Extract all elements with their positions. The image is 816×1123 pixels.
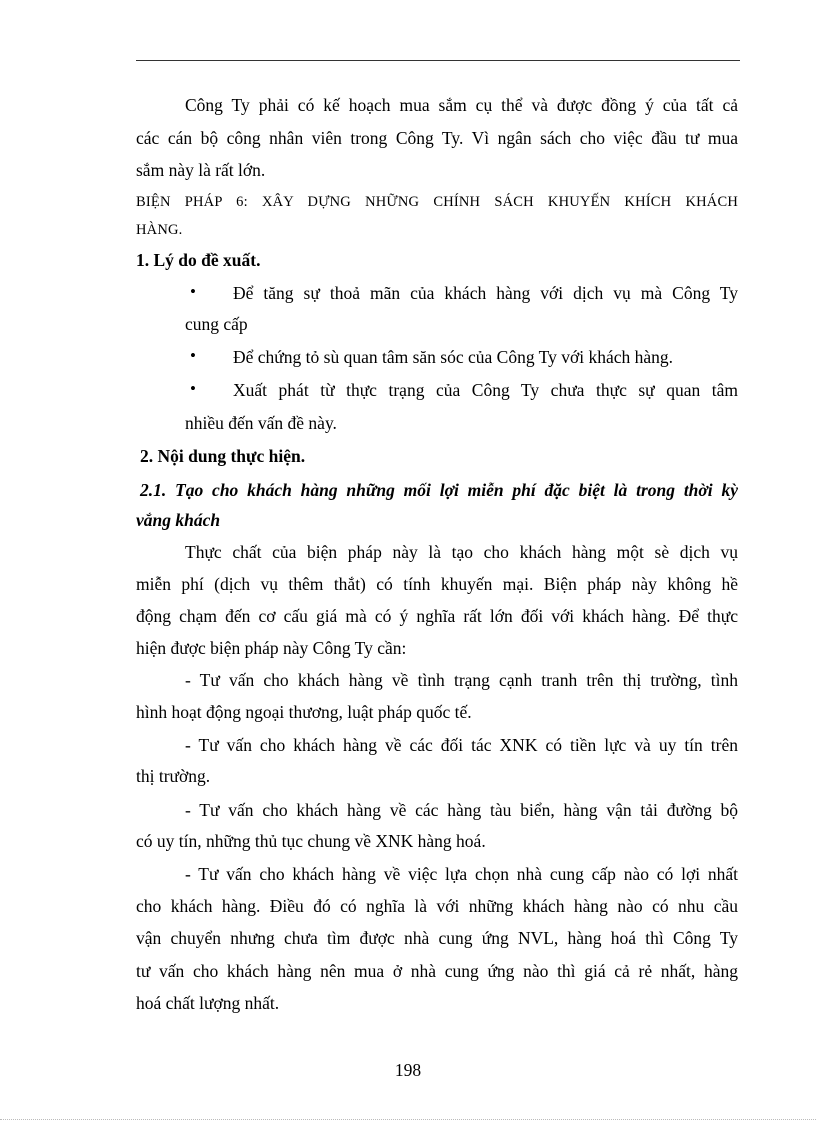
section-2-heading: 2. Nội dung thực hiện. [140,446,306,466]
header-rule [136,60,740,61]
text-line: cung cấp [185,314,248,334]
text-line: - Tư vấn cho khách hàng về các hàng tàu biển, hàng vận tải đường bộ [185,800,738,820]
text-line: 2.1. Tạo cho khách hàng những mối lợi miễn phí đặc biệt là trong thời kỳ [140,480,738,500]
text-line: Để tăng sự thoả mãn của khách hàng với dịch vụ mà Công Ty [233,283,738,303]
bullet-icon: • [190,379,196,398]
text-line: cho khách hàng. Điều đó có nghĩa là với những khách hàng nào có nhu cầu [136,896,738,916]
text-line: sắm này là rất lớn. [136,160,266,180]
text-line: thị trường. [136,766,211,786]
text-line: BIỆN PHÁP 6: XÂY DỰNG NHỮNG CHÍNH SÁCH KHUYẾN KHÍCH KHÁCH [136,194,738,210]
text-line: động chạm đến cơ cấu giá mà có ý nghĩa rất lớn đối với khách hàng. Để thực [136,606,738,626]
text-line: - Tư vấn cho khách hàng về tình trạng cạnh tranh trên thị trường, tình [185,670,738,690]
text-line: vận chuyển nhưng chưa tìm được nhà cung ứng NVL, hàng hoá thì Công Ty [136,928,738,948]
text-line: hình hoạt động ngoại thương, luật pháp quốc tế. [136,702,472,722]
bullet-icon: • [190,346,196,365]
text-line: có uy tín, những thủ tục chung về XNK hàng hoá. [136,831,486,851]
text-line: - Tư vấn cho khách hàng về các đối tác XNK có tiền lực và uy tín trên [185,735,738,755]
text-line: Thực chất của biện pháp này là tạo cho khách hàng một sè dịch vụ [185,542,738,562]
text-line: miễn phí (dịch vụ thêm thắt) có tính khuyến mại. Biện pháp này không hề [136,574,738,594]
bullet-icon: • [190,282,196,301]
page-bottom-border [0,1119,816,1120]
text-line: Để chứng tỏ sù quan tâm săn sóc của Công Ty với khách hàng. [233,347,674,367]
section-1-heading: 1. Lý do đề xuất. [136,250,261,270]
text-line: các cán bộ công nhân viên trong Công Ty. Vì ngân sách cho việc đầu tư mua [136,128,738,148]
text-line: nhiều đến vấn đề này. [185,413,337,433]
text-line: HÀNG. [136,222,183,238]
text-line: vắng khách [136,510,221,530]
text-line: hoá chất lượng nhất. [136,993,280,1013]
text-line: hiện được biện pháp này Công Ty cần: [136,638,407,658]
text-line: Xuất phát từ thực trạng của Công Ty chưa thực sự quan tâm [233,380,738,400]
text-line: tư vấn cho khách hàng nên mua ở nhà cung ứng nào thì giá cả rẻ nhất, hàng [136,961,738,981]
page-number: 198 [394,1060,422,1080]
text-line: Công Ty phải có kế hoạch mua sắm cụ thể và được đồng ý của tất cả [185,95,738,115]
text-line: - Tư vấn cho khách hàng về việc lựa chọn nhà cung cấp nào có lợi nhất [185,864,738,884]
